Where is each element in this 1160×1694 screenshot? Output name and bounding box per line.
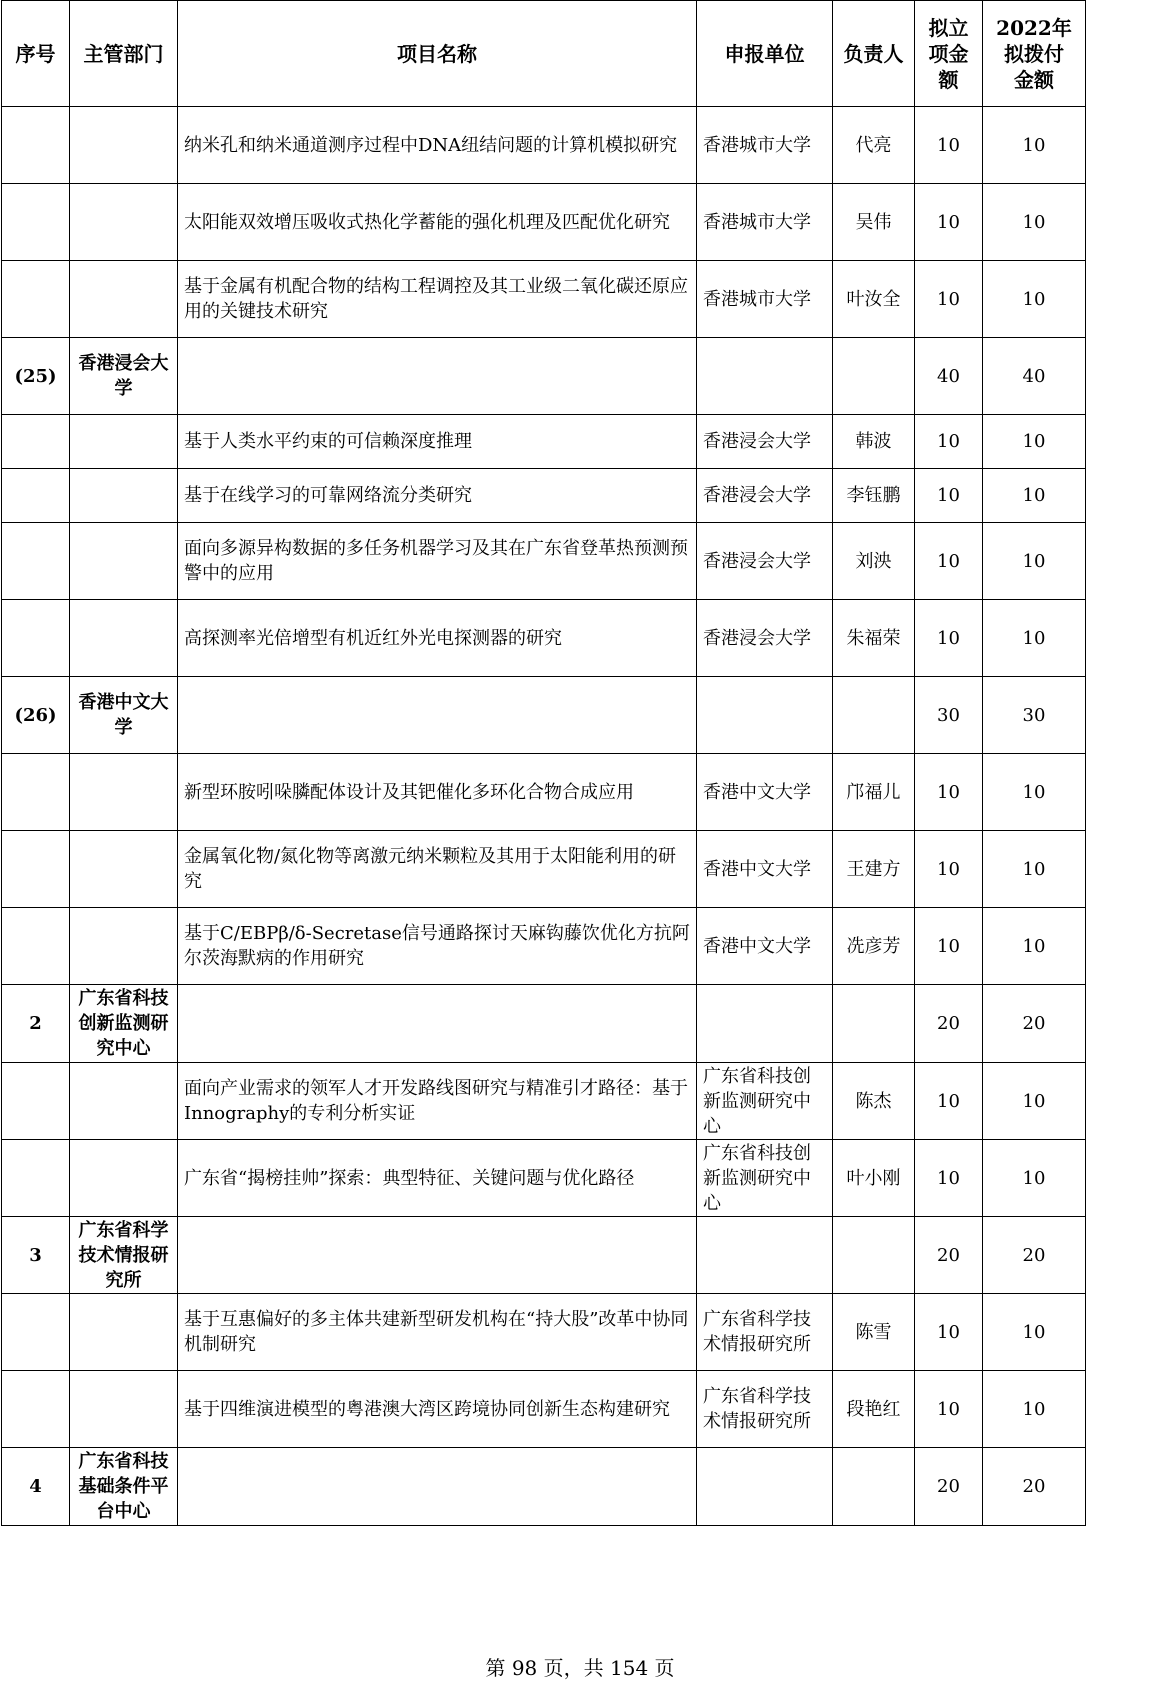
row-allocation: 10 [983, 523, 1086, 600]
row-amount: 10 [915, 1294, 983, 1371]
row-no [2, 600, 70, 677]
row-no [2, 469, 70, 523]
row-allocation: 10 [983, 1140, 1086, 1217]
header-no: 序号 [2, 1, 70, 107]
row-project: 面向多源异构数据的多任务机器学习及其在广东省登革热预测预警中的应用 [178, 523, 697, 600]
row-dept: 广东省科学技术情报研究所 [70, 1217, 178, 1294]
row-dept [70, 908, 178, 985]
table-row [2, 107, 1086, 184]
row-unit: 香港浸会大学 [697, 600, 833, 677]
row-amount: 10 [915, 184, 983, 261]
row-unit [697, 985, 833, 1063]
row-lead: 陈杰 [833, 1063, 915, 1140]
row-no [2, 754, 70, 831]
table-row [2, 469, 1086, 523]
table-row [2, 1140, 1086, 1217]
row-dept [70, 1294, 178, 1371]
header-allocation: 2022年 拟拨付 金额 [983, 1, 1086, 107]
project-table [1, 0, 1086, 1526]
row-allocation: 10 [983, 184, 1086, 261]
row-lead: 刘泱 [833, 523, 915, 600]
row-dept: 广东省科技创新监测研究中心 [70, 985, 178, 1063]
row-amount: 20 [915, 1217, 983, 1294]
row-lead: 邝福儿 [833, 754, 915, 831]
row-lead: 韩波 [833, 415, 915, 469]
table-row [2, 1294, 1086, 1371]
row-unit: 香港中文大学 [697, 831, 833, 908]
row-dept [70, 1140, 178, 1217]
table-row [2, 985, 1086, 1063]
row-project: 基于C/EBPβ/δ-Secretase信号通路探讨天麻钩藤饮优化方抗阿尔茨海默病的作用研究 [178, 908, 697, 985]
row-allocation: 20 [983, 985, 1086, 1063]
row-allocation: 10 [983, 415, 1086, 469]
row-no [2, 184, 70, 261]
row-dept: 香港中文大学 [70, 677, 178, 754]
row-project: 高探测率光倍增型有机近红外光电探测器的研究 [178, 600, 697, 677]
row-amount: 10 [915, 1140, 983, 1217]
table-row [2, 1217, 1086, 1294]
table-row [2, 754, 1086, 831]
row-allocation: 10 [983, 831, 1086, 908]
row-lead: 代亮 [833, 107, 915, 184]
table-row [2, 415, 1086, 469]
row-no [2, 1294, 70, 1371]
row-dept [70, 469, 178, 523]
row-unit: 广东省科技创新监测研究中心 [697, 1140, 833, 1217]
row-amount: 10 [915, 600, 983, 677]
row-unit: 香港城市大学 [697, 261, 833, 338]
row-no [2, 261, 70, 338]
row-project: 基于在线学习的可靠网络流分类研究 [178, 469, 697, 523]
table-row [2, 338, 1086, 415]
row-project: 广东省“揭榜挂帅”探索：典型特征、关键问题与优化路径 [178, 1140, 697, 1217]
row-project: 基于金属有机配合物的结构工程调控及其工业级二氧化碳还原应用的关键技术研究 [178, 261, 697, 338]
row-project [178, 1448, 697, 1526]
row-project: 纳米孔和纳米通道测序过程中DNA纽结问题的计算机模拟研究 [178, 107, 697, 184]
row-unit [697, 677, 833, 754]
row-dept [70, 107, 178, 184]
header-dept: 主管部门 [70, 1, 178, 107]
row-amount: 40 [915, 338, 983, 415]
row-allocation: 10 [983, 1294, 1086, 1371]
row-dept [70, 1371, 178, 1448]
row-lead: 朱福荣 [833, 600, 915, 677]
row-lead [833, 677, 915, 754]
row-no: 3 [2, 1217, 70, 1294]
row-no [2, 1371, 70, 1448]
page-footer: 第 98 页，共 154 页 [485, 1656, 675, 1680]
row-unit: 香港浸会大学 [697, 415, 833, 469]
row-project [178, 1217, 697, 1294]
row-dept [70, 754, 178, 831]
table-row [2, 1448, 1086, 1526]
row-lead: 叶小刚 [833, 1140, 915, 1217]
row-lead: 冼彦芳 [833, 908, 915, 985]
row-allocation: 40 [983, 338, 1086, 415]
row-no [2, 415, 70, 469]
table-row [2, 831, 1086, 908]
table-row [2, 523, 1086, 600]
row-unit: 香港中文大学 [697, 754, 833, 831]
table-row [2, 908, 1086, 985]
table-row [2, 184, 1086, 261]
row-allocation: 10 [983, 908, 1086, 985]
row-unit: 广东省科学技术情报研究所 [697, 1294, 833, 1371]
row-amount: 10 [915, 261, 983, 338]
row-no [2, 1140, 70, 1217]
row-lead [833, 1217, 915, 1294]
row-allocation: 30 [983, 677, 1086, 754]
row-lead [833, 338, 915, 415]
row-amount: 10 [915, 415, 983, 469]
table-row [2, 261, 1086, 338]
table-row [2, 677, 1086, 754]
row-lead: 陈雪 [833, 1294, 915, 1371]
row-lead: 李钰鹏 [833, 469, 915, 523]
header-row [2, 1, 1086, 107]
row-project: 基于互惠偏好的多主体共建新型研发机构在“持大股”改革中协同机制研究 [178, 1294, 697, 1371]
row-project: 基于人类水平约束的可信赖深度推理 [178, 415, 697, 469]
row-allocation: 10 [983, 261, 1086, 338]
row-project: 太阳能双效增压吸收式热化学蓄能的强化机理及匹配优化研究 [178, 184, 697, 261]
row-no: 4 [2, 1448, 70, 1526]
row-project: 基于四维演进模型的粤港澳大湾区跨境协同创新生态构建研究 [178, 1371, 697, 1448]
row-lead: 王建方 [833, 831, 915, 908]
header-unit: 申报单位 [697, 1, 833, 107]
row-allocation: 10 [983, 469, 1086, 523]
row-amount: 10 [915, 1063, 983, 1140]
row-amount: 20 [915, 1448, 983, 1526]
table-row [2, 1371, 1086, 1448]
row-project [178, 338, 697, 415]
row-unit: 香港城市大学 [697, 107, 833, 184]
row-amount: 10 [915, 523, 983, 600]
row-amount: 10 [915, 754, 983, 831]
row-unit [697, 1448, 833, 1526]
row-allocation: 10 [983, 754, 1086, 831]
row-unit: 香港城市大学 [697, 184, 833, 261]
row-unit: 广东省科学技术情报研究所 [697, 1371, 833, 1448]
row-allocation: 20 [983, 1217, 1086, 1294]
row-no [2, 831, 70, 908]
row-dept [70, 261, 178, 338]
header-project: 项目名称 [178, 1, 697, 107]
row-amount: 30 [915, 677, 983, 754]
row-lead [833, 985, 915, 1063]
row-dept: 香港浸会大学 [70, 338, 178, 415]
row-project [178, 985, 697, 1063]
row-no [2, 908, 70, 985]
row-no [2, 523, 70, 600]
row-dept: 广东省科技基础条件平台中心 [70, 1448, 178, 1526]
row-allocation: 10 [983, 600, 1086, 677]
row-no [2, 107, 70, 184]
row-amount: 10 [915, 1371, 983, 1448]
row-dept [70, 523, 178, 600]
row-amount: 10 [915, 908, 983, 985]
row-no: (26) [2, 677, 70, 754]
row-dept [70, 600, 178, 677]
row-unit: 香港中文大学 [697, 908, 833, 985]
row-unit [697, 1217, 833, 1294]
row-allocation: 10 [983, 1063, 1086, 1140]
row-amount: 10 [915, 469, 983, 523]
table-row [2, 600, 1086, 677]
row-unit [697, 338, 833, 415]
row-amount: 20 [915, 985, 983, 1063]
row-lead: 叶汝全 [833, 261, 915, 338]
row-amount: 10 [915, 107, 983, 184]
row-unit: 香港浸会大学 [697, 469, 833, 523]
row-allocation: 10 [983, 107, 1086, 184]
row-project [178, 677, 697, 754]
table-row [2, 1063, 1086, 1140]
row-lead [833, 1448, 915, 1526]
row-dept [70, 184, 178, 261]
row-dept [70, 831, 178, 908]
row-project: 金属氧化物/氮化物等离激元纳米颗粒及其用于太阳能利用的研究 [178, 831, 697, 908]
header-amount: 拟立 项金 额 [915, 1, 983, 107]
row-allocation: 10 [983, 1371, 1086, 1448]
row-project: 面向产业需求的领军人才开发路线图研究与精准引才路径：基于Innography的专利分析实证 [178, 1063, 697, 1140]
row-no: (25) [2, 338, 70, 415]
header-lead: 负责人 [833, 1, 915, 107]
row-unit: 香港浸会大学 [697, 523, 833, 600]
row-allocation: 20 [983, 1448, 1086, 1526]
row-dept [70, 1063, 178, 1140]
row-dept [70, 415, 178, 469]
row-lead: 段艳红 [833, 1371, 915, 1448]
row-unit: 广东省科技创新监测研究中心 [697, 1063, 833, 1140]
row-project: 新型环胺吲哚膦配体设计及其钯催化多环化合物合成应用 [178, 754, 697, 831]
row-no: 2 [2, 985, 70, 1063]
row-lead: 吴伟 [833, 184, 915, 261]
row-amount: 10 [915, 831, 983, 908]
row-no [2, 1063, 70, 1140]
